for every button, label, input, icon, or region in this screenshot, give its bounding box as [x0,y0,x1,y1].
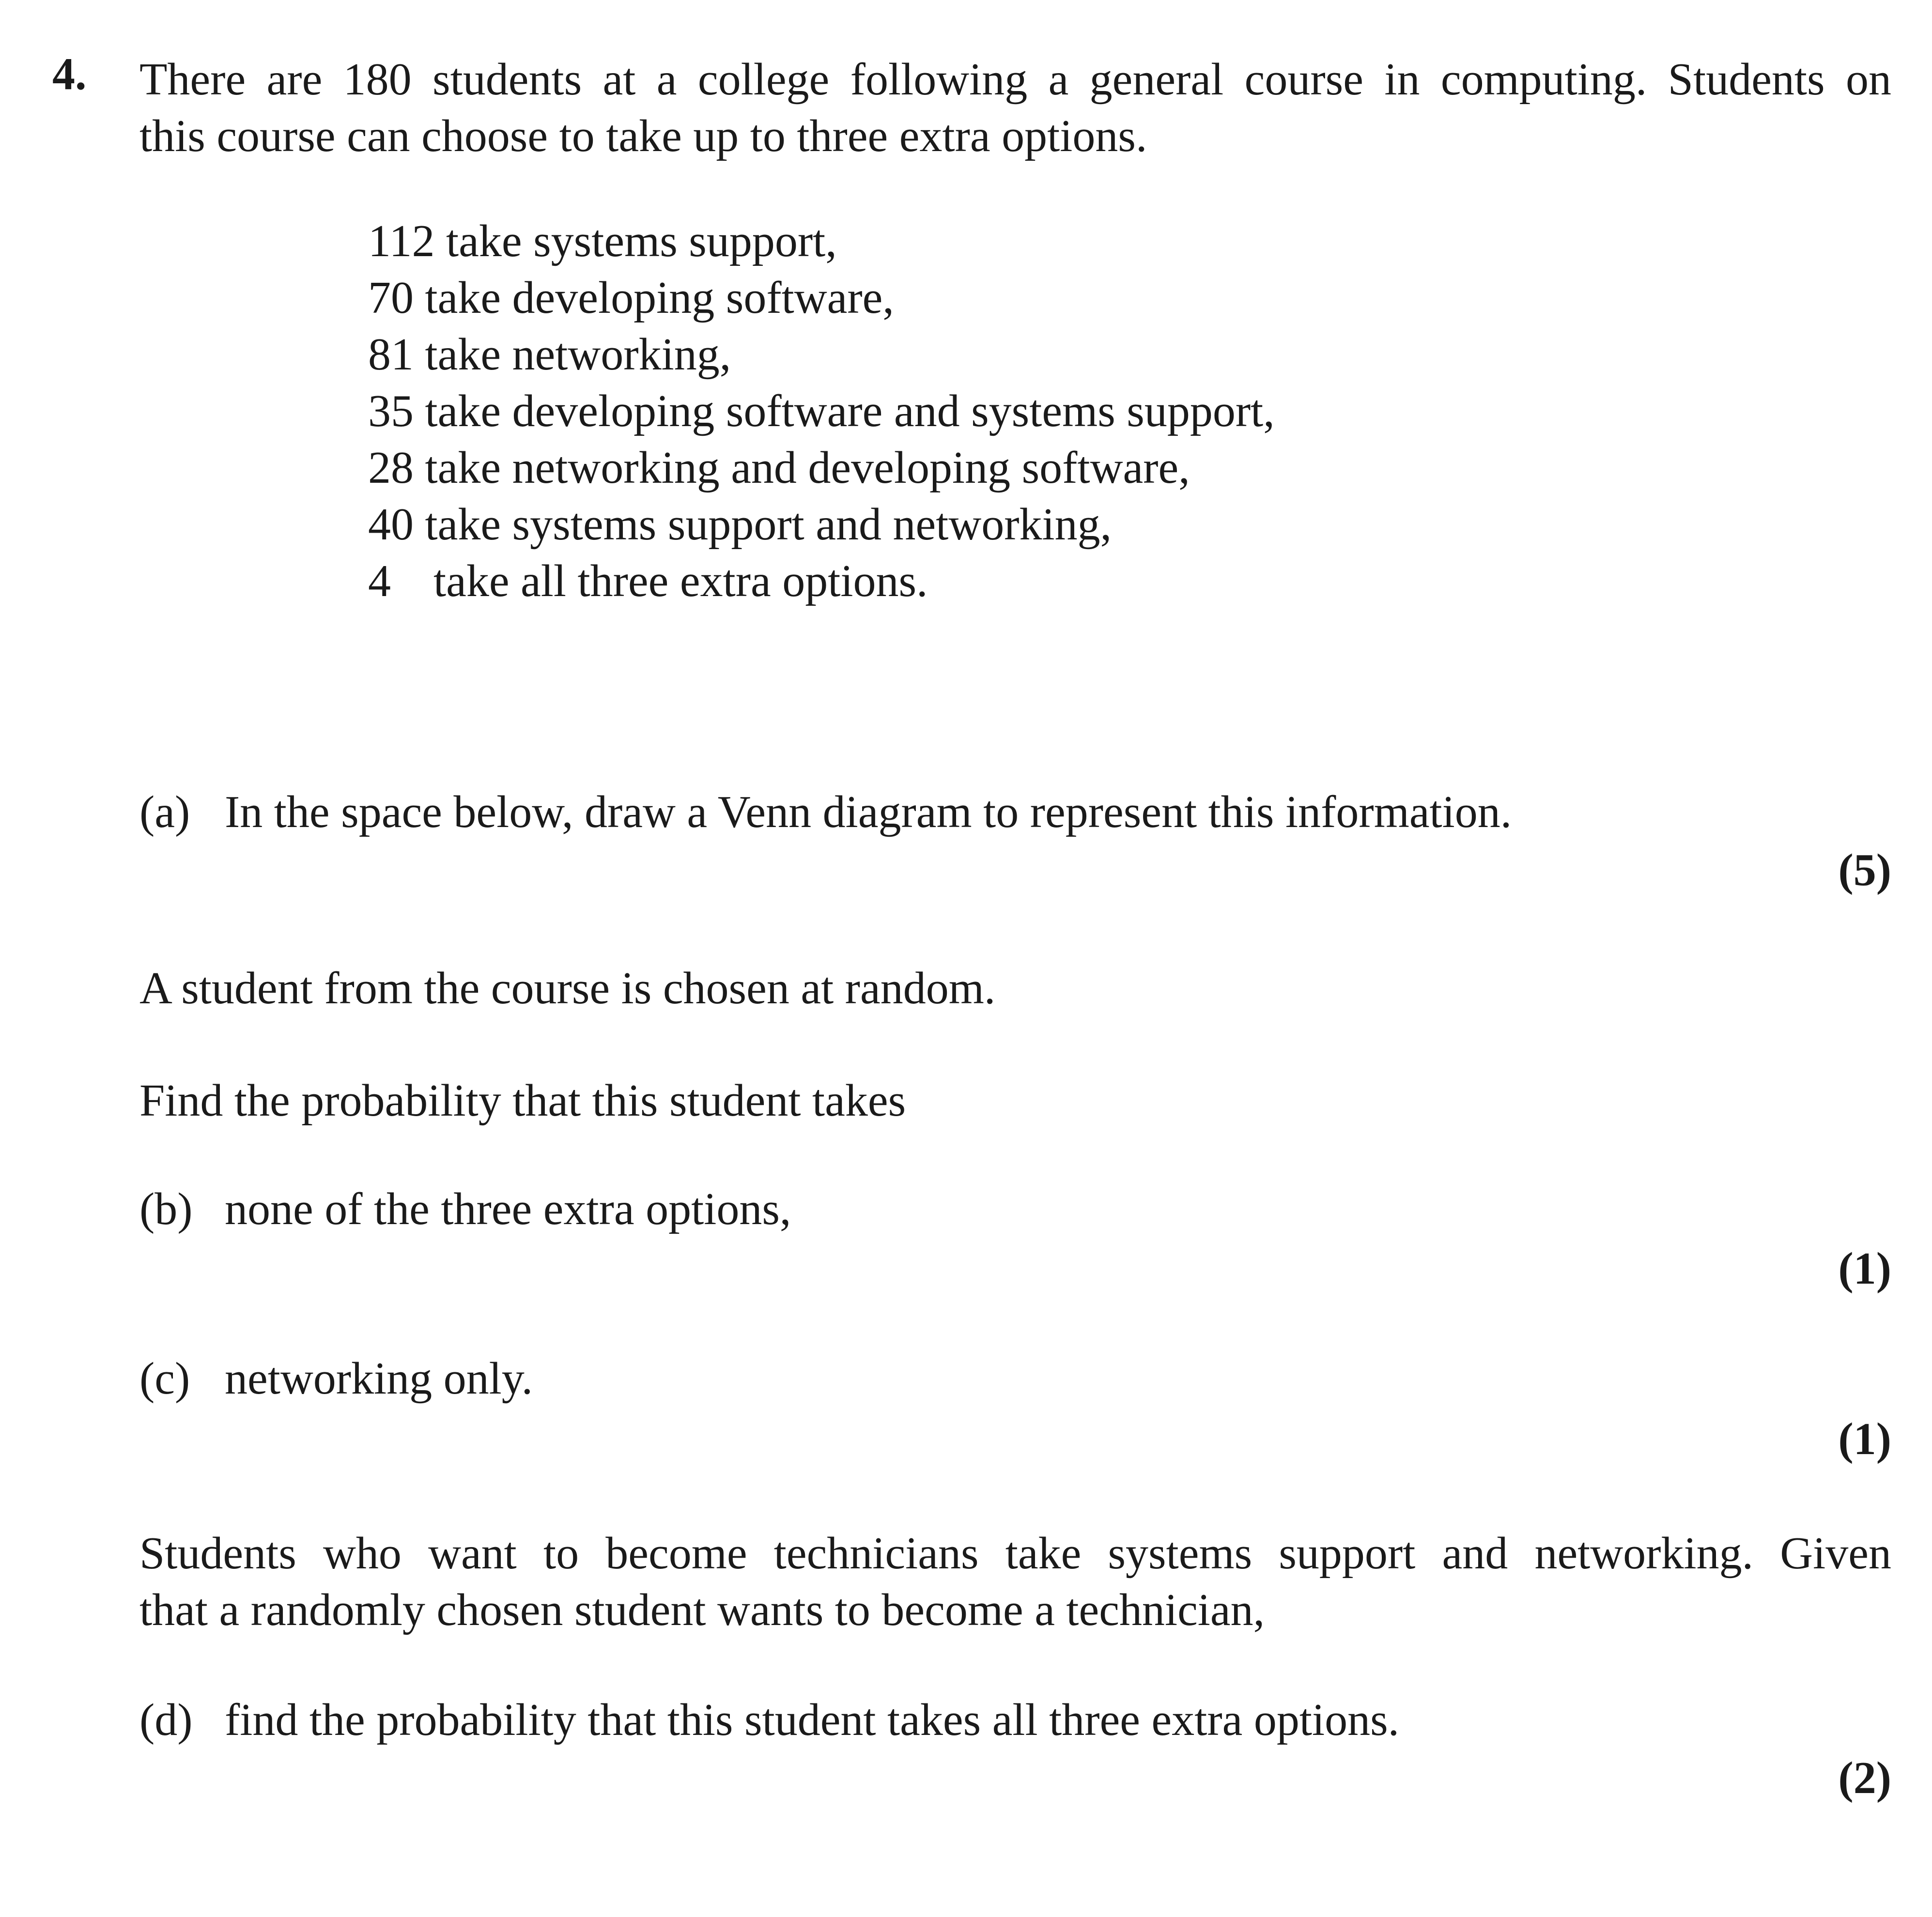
part-d-marks: (2) [1838,1753,1891,1803]
data-line-software-and-support [368,383,1275,440]
data-text: take systems support and networking, [414,499,1112,550]
data-text: take networking and developing software, [414,443,1190,493]
part-c-text: networking only. [225,1353,533,1404]
technicians-line-1: Students who want to become technicians take systems support and networking. Given [139,1528,1891,1579]
data-line-developing-software [368,270,1275,326]
data-line-support-and-networking [368,496,1275,553]
data-count: 70 [368,273,414,323]
data-text: take all three extra options. [433,556,928,606]
data-text: take developing software, [414,273,894,323]
part-a-label: (a) [139,787,190,837]
question-number: 4. [52,49,87,99]
data-line-all-three [368,553,1275,610]
part-a-text: In the space below, draw a Venn diagram to represent this information. [225,787,1512,837]
data-count: 28 [368,443,414,493]
part-b-label: (b) [139,1184,193,1234]
data-text: take networking, [414,329,731,380]
data-text: take developing software and systems support, [414,386,1275,436]
data-count: 4 [368,556,391,606]
part-c-label: (c) [139,1353,190,1404]
data-count: 81 [368,329,414,380]
part-a-marks: (5) [1838,845,1891,895]
part-b [139,1186,791,1232]
data-count: 112 [368,216,435,266]
question-intro-line-2: this course can choose to take up to three extra options. [139,111,1147,161]
find-probability-text: Find the probability that this student takes [139,1075,906,1126]
data-line-networking [368,326,1275,383]
data-text: take systems support, [434,216,837,266]
data-line-networking-and-software [368,440,1275,496]
part-c-marks: (1) [1838,1414,1891,1464]
data-line-systems-support [368,213,1275,270]
data-count: 40 [368,499,414,550]
part-b-marks: (1) [1838,1243,1891,1294]
question-intro-line-1: There are 180 students at a college following a general course in computing. Students on [139,54,1891,105]
part-a [139,789,1512,835]
part-d-text: find the probability that this student takes all three extra options. [225,1695,1400,1745]
part-b-text: none of the three extra options, [225,1184,791,1234]
part-d [139,1697,1399,1743]
given-data-list [368,213,1275,610]
part-c [139,1353,533,1404]
part-d-label: (d) [139,1695,193,1745]
random-choice-text: A student from the course is chosen at random. [139,963,996,1013]
data-count: 35 [368,386,414,436]
technicians-line-2: that a randomly chosen student wants to become a technician, [139,1585,1265,1635]
